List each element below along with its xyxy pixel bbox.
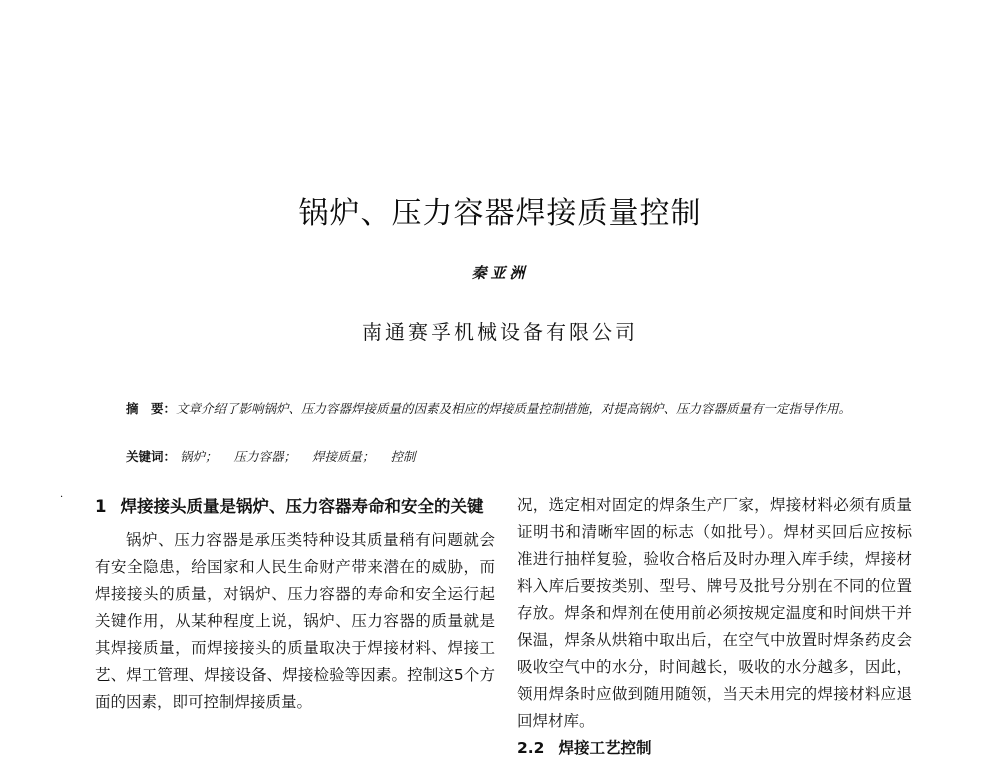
keywords-label: 关键词：	[126, 449, 177, 464]
left-column	[95, 492, 495, 716]
paper-title: 锅炉、压力容器焊接质量控制	[298, 196, 702, 231]
keyword-item: 焊接质量；	[312, 449, 375, 464]
abstract	[126, 398, 896, 419]
right-column-paragraph: 况，选定相对固定的焊条生产厂家，焊接材料必须有质量证明书和清晰牢固的标志（如批号）。焊材买回后应按标准进行抽样复验，验收合格后及时办理入库手续，焊接材料入库后要按类别、型号、牌号及批号分别在不同的位置存放。焊条和焊剂在使用前必须按规定温度和时间烘干并保温，焊条从烘箱中取出后，在空气中放置时焊条药皮会吸收空气中的水分，时间越长，吸收的水分越多，因此，领用焊条时应做到随用随领，当天未用完的焊接材料应退回焊材库。	[517, 496, 912, 730]
abstract-text: 文章介绍了影响锅炉、压力容器焊接质量的因素及相应的焊接质量控制措施，对提高锅炉、压力容器质量有一定指导作用。	[176, 401, 852, 416]
right-column	[517, 492, 912, 762]
section-1-title: 焊接接头质量是锅炉、压力容器寿命和安全的关键	[120, 497, 484, 516]
margin-dot: ·	[60, 492, 64, 503]
affiliation: 南通赛孚机械设备有限公司	[362, 320, 638, 344]
subsection-number: 2.2	[517, 739, 545, 757]
keyword-item: 控制	[390, 449, 416, 464]
keyword-item: 压力容器；	[233, 449, 297, 464]
author-name: 秦亚洲	[471, 264, 529, 282]
section-1-heading	[95, 492, 495, 521]
abstract-label: 摘 要：	[126, 401, 177, 416]
keywords	[126, 446, 896, 467]
keyword-item: 锅炉；	[180, 449, 218, 464]
subsection-title: 焊接工艺控制	[558, 739, 652, 757]
section-1-number: 1	[95, 497, 107, 516]
section-1-paragraph: 锅炉、压力容器是承压类特种设其质量稍有问题就会有安全隐患，给国家和人民生命财产带来潜在的威胁，而焊接接头的质量，对锅炉、压力容器的寿命和安全运行起关键作用，从某种程度上说，锅炉、压力容器的质量就是其焊接质量，而焊接接头的质量取决于焊接材料、焊接工艺、焊工管理、焊接设备、焊接检验等因素。控制这5个方面的因素，即可控制焊接质量。	[95, 531, 495, 711]
subsection-2-2-heading	[517, 735, 912, 762]
